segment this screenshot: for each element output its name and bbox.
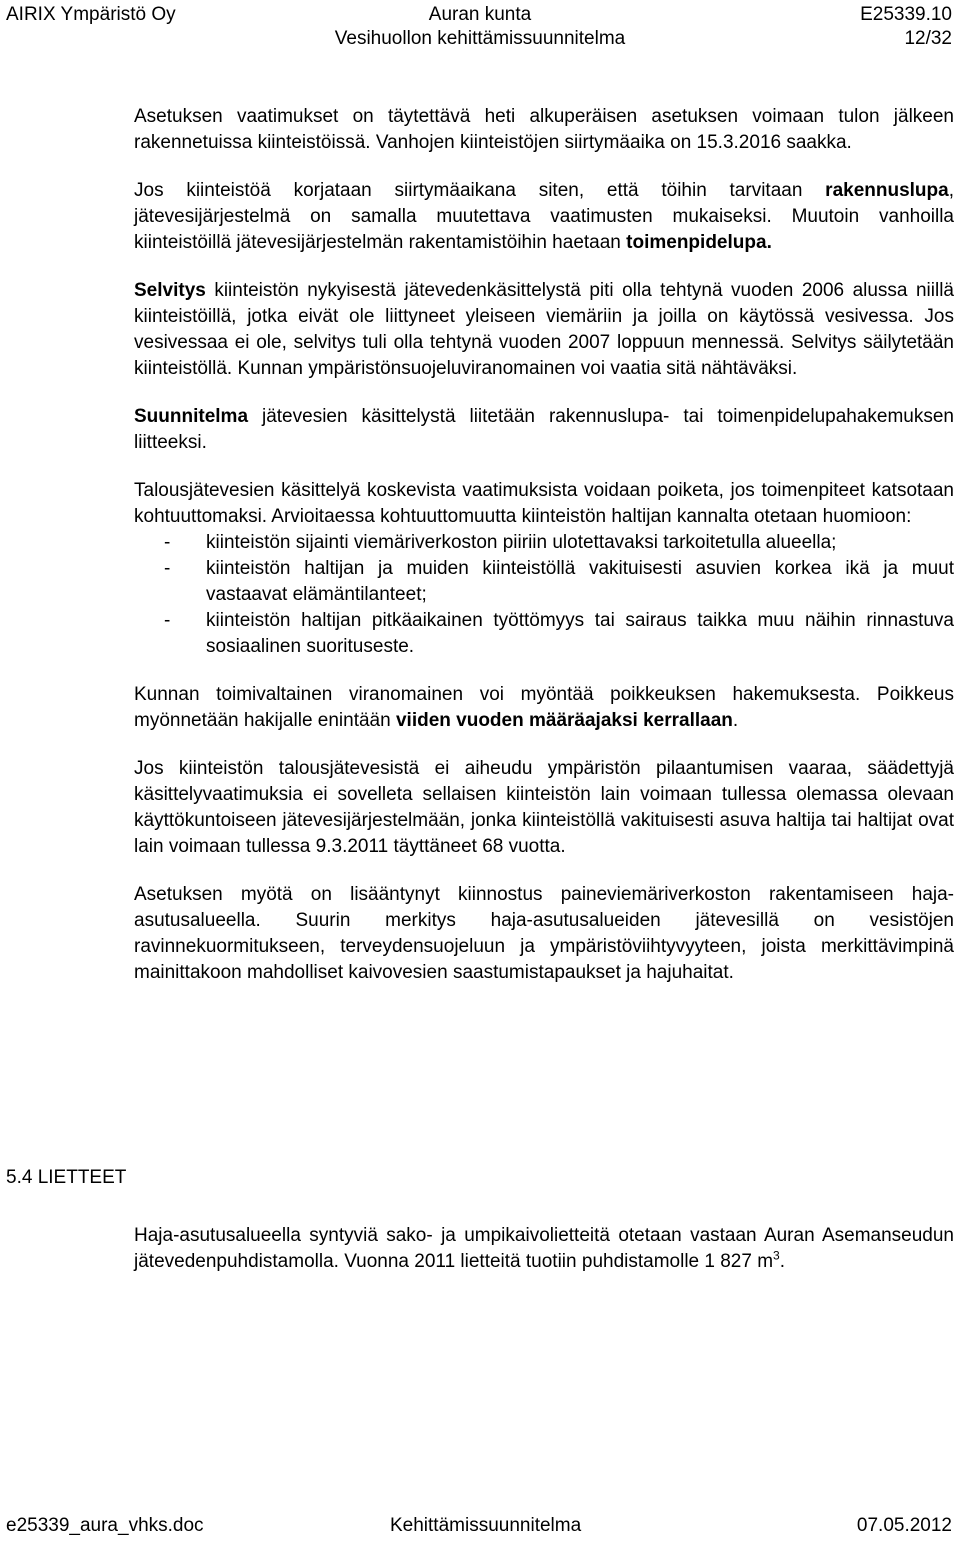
footer-date: 07.05.2012 (856, 1515, 952, 1536)
section-body (134, 1223, 954, 1275)
list-item (134, 556, 954, 608)
paragraph-6-bold: viiden vuoden määräajaksi kerrallaan (395, 710, 733, 731)
dash-bullet: - (164, 610, 171, 631)
header-doc-title: Vesihuollon kehittämissuunnitelma (334, 28, 626, 49)
header-company: AIRIX Ympäristö Oy (6, 4, 176, 25)
paragraph-4 (134, 404, 954, 456)
header-page-number: 12/32 (904, 28, 952, 49)
paragraph-6-text-a: Kunnan toimivaltainen viranomainen voi myöntää poikkeuksen hakemuksesta. Poikkeus myönnetään hakijalle enintään (134, 684, 954, 731)
paragraph-2-period: . (766, 232, 772, 253)
paragraph-2-text-a: Jos kiinteistöä korjataan siirtymäaikana siten, että töihin tarvitaan (134, 180, 826, 201)
paragraph-8: Asetuksen myötä on lisääntynyt kiinnostus paineviemäriverkoston rakentamiseen haja-asutusalueella. Suurin merkitys haja-asutusalueiden jätevesillä on vesistöjen ravinnekuormitukseen, terveydensuojeluun ja ympäristöviihtyvyyteen, joista merkittävimpinä mainittakoon mahdolliset kaivovesien saastumistapaukset ja hajuhaitat. (134, 884, 954, 983)
section-period: . (779, 1251, 786, 1272)
footer-filename: e25339_aura_vhks.doc (6, 1515, 204, 1536)
paragraph-2-bold-building-permit: rakennuslupa (825, 180, 949, 201)
paragraph-5: Talousjätevesien käsittelyä koskevista vaatimuksista voidaan poiketa, jos toimenpiteet katsotaan kohtuuttomaksi. Arvioitaessa kohtuuttomuutta kiinteistön haltijan kannalta otetaan huomioon: (134, 480, 954, 527)
paragraph-6-period: . (732, 710, 739, 731)
paragraph-4-text: jätevesien käsittelystä liitetään rakennuslupa- tai toimenpidelupahakemuksen liitteeksi. (134, 406, 954, 453)
paragraph-2-bold-action-permit: toimenpidelupa (626, 232, 767, 253)
header-doc-code: E25339.10 (860, 4, 952, 25)
section-text: Haja-asutusalueella syntyviä sako- ja umpikaivolietteitä otetaan vastaan Auran Asemanseudun jätevedenpuhdistamolla. Vuonna 2011 lietteitä tuotiin puhdistamolle 1 827 m (134, 1225, 954, 1272)
paragraph-1: Asetuksen vaatimukset on täytettävä heti alkuperäisen asetuksen voimaan tulon jälkeen rakennetuissa kiinteistöissä. Vanhojen kiinteistöjen siirtymäaika on 15.3.2016 saakka. (134, 106, 954, 153)
list-item (134, 530, 954, 556)
paragraph-2 (134, 178, 954, 256)
paragraph-4-bold: Suunnitelma (134, 406, 249, 427)
paragraph-2-text-c: , jätevesijärjestelmä on samalla muutettava vaatimusten mukaiseksi. Muutoin vanhoilla kiinteistöillä jätevesijärjestelmän rakentamistöihin haetaan (134, 180, 954, 253)
considerations-list (134, 530, 954, 660)
paragraph-6 (134, 682, 954, 734)
dash-bullet: - (164, 558, 171, 579)
main-body (134, 104, 954, 1008)
list-item (134, 608, 954, 660)
footer-doc-type: Kehittämissuunnitelma (390, 1515, 582, 1536)
list-item-text: kiinteistön sijainti viemäriverkoston piiriin ulotettavaksi tarkoitetulla alueella; (206, 532, 837, 553)
paragraph-3-text: kiinteistön nykyisestä jätevedenkäsittelystä piti olla tehtynä vuoden 2006 alussa niillä kiinteistöillä, jotka eivät ole liittyneet yleiseen viemäriin ja joilla on käytössä vesivessa. Jos vesivessaa ei ole, selvitys tuli olla tehtynä vuoden 2007 loppuun mennessä. Selvitys säilytetään kiinteistöllä. Kunnan ympäristönsuojeluviranomainen voi vaatia sitä nähtäväksi. (134, 280, 954, 379)
paragraph-3-bold: Selvitys (134, 280, 206, 301)
dash-bullet: - (164, 532, 171, 553)
paragraph-3 (134, 278, 954, 382)
paragraph-7: Jos kiinteistön talousjätevesistä ei aiheudu ympäristön pilaantumisen vaaraa, säädettyjä käsittelyvaatimuksia ei sovelleta sellaisen kiinteistön lain voimaan tullessa olemassa olevaan käyttökuntoiseen jätevesijärjestelmään, jonka kiinteistöllä vakituisesti asuva haltija tai haltijat ovat lain voimaan tullessa 9.3.2011 täyttäneet 68 vuotta. (134, 758, 954, 857)
header-client: Auran kunta (428, 4, 532, 25)
list-item-text: kiinteistön haltijan ja muiden kiinteistöllä vakituisesti asuvien korkea ikä ja muut vastaavat elämäntilanteet; (206, 558, 954, 605)
superscript: 3 (773, 1248, 780, 1263)
section-paragraph (134, 1223, 954, 1275)
list-item-text: kiinteistön haltijan pitkäaikainen työttömyys tai sairaus taikka muu näihin rinnastuva sosiaalinen suorituseste. (206, 610, 954, 657)
section-heading: 5.4 LIETTEET (6, 1167, 127, 1188)
